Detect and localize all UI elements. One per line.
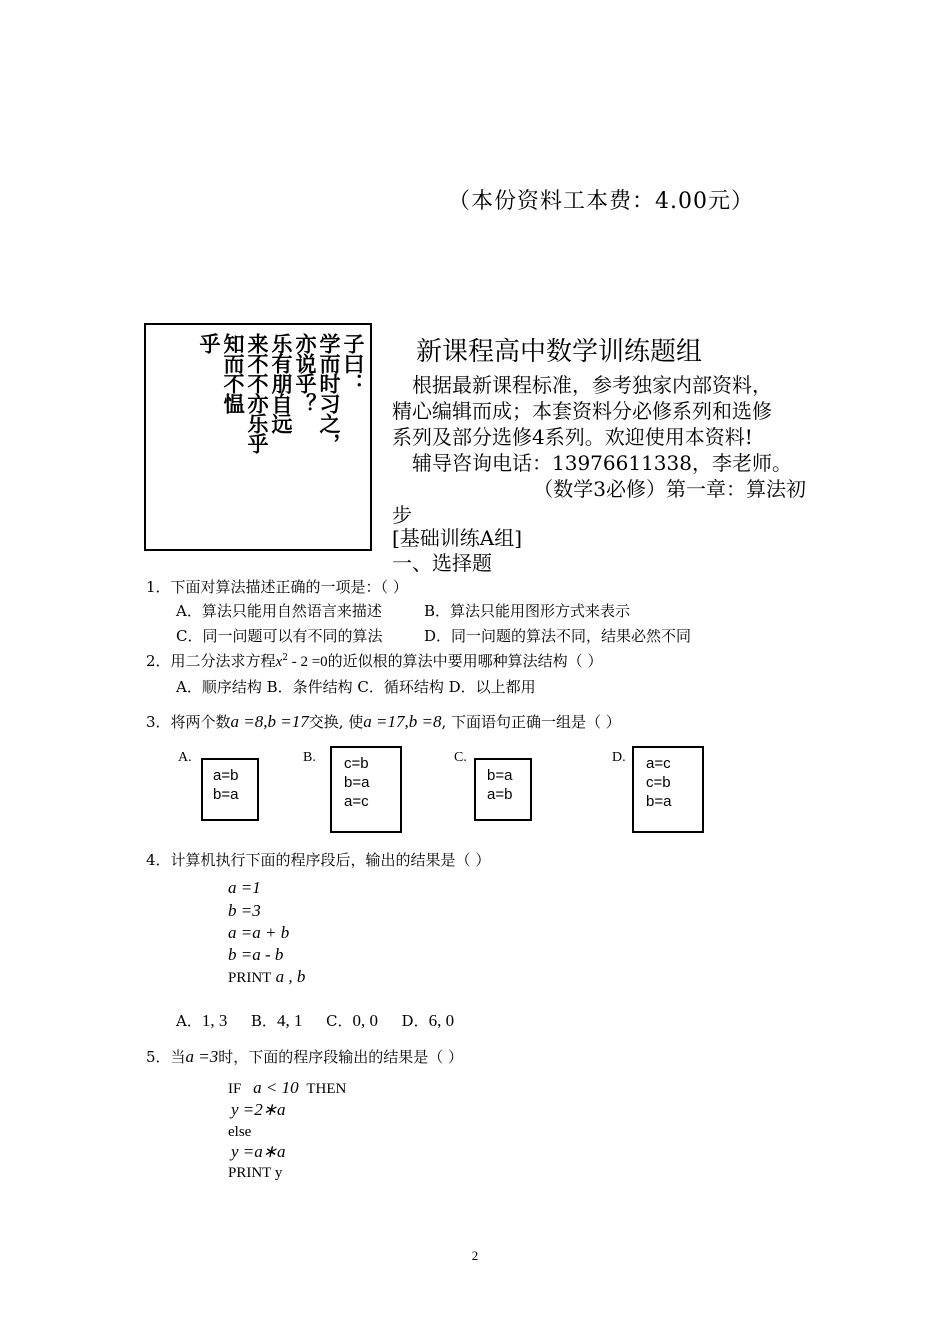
- code-line: a=b: [213, 767, 239, 784]
- code-line: b=a: [487, 767, 513, 784]
- contact-line: 辅导咨询电话：13976611338，李老师。: [412, 451, 792, 475]
- code-text: a =1: [228, 878, 261, 897]
- intro-block: [392, 372, 812, 528]
- q5-code-line-2: [231, 1142, 286, 1162]
- section-heading: 一、选择题: [392, 551, 492, 575]
- q5-else-line: else: [228, 1124, 252, 1140]
- quote-col-5: 来不不亦乐乎: [245, 333, 269, 453]
- code-text: b =a - b: [228, 945, 284, 964]
- code-line: a=c: [646, 755, 671, 772]
- q4-option-c-label: C．: [326, 1012, 353, 1030]
- q4-print-line: [228, 967, 305, 987]
- quote-columns: [198, 333, 364, 453]
- q5-stem-pre: 5．当: [146, 1048, 186, 1066]
- q4-option-b-label: B．: [250, 1012, 277, 1030]
- group-heading: [基础训练A组]: [392, 526, 523, 550]
- if-condition: a < 10: [253, 1078, 299, 1097]
- code-text: b =3: [228, 901, 261, 920]
- q1-option-c: C．同一问题可以有不同的算法: [176, 627, 383, 645]
- q4-code-line-2: [228, 901, 261, 921]
- q5-stem-post: 时，下面的程序段输出的结果是（ ）: [218, 1048, 464, 1066]
- q4-option-d-label: D．: [401, 1012, 429, 1030]
- q5-if-line: [228, 1078, 346, 1098]
- code-line: b=a: [646, 793, 672, 810]
- q2-eq-sup: 2: [282, 653, 288, 663]
- q3-cond2: a =17,b =8: [363, 712, 442, 731]
- q2-options: A．顺序结构 B．条件结构 C．循环结构 D．以上都用: [176, 678, 536, 696]
- page-number: 2: [471, 1248, 479, 1263]
- if-keyword: IF: [228, 1081, 242, 1097]
- chapter-line: （数学3必修）第一章：算法初: [533, 477, 806, 501]
- intro-line: 精心编辑而成；本套资料分必修系列和选修: [392, 399, 772, 423]
- q4-option-a-value: 1, 3: [201, 1011, 228, 1030]
- q2-stem: [146, 650, 602, 671]
- q3-box-c: [474, 758, 532, 821]
- code-text: y =a∗a: [231, 1142, 286, 1161]
- q1-option-a: A．算法只能用自然语言来描述: [176, 602, 382, 620]
- chapter-line-cont: 步: [392, 503, 412, 527]
- code-text: y =2∗a: [231, 1100, 286, 1119]
- price-note: （本份资料工本费：4.00元）: [448, 189, 754, 214]
- q4-option-b-value: 4, 1: [276, 1011, 303, 1030]
- then-keyword: THEN: [306, 1081, 347, 1097]
- q4-option-d-value: 6, 0: [428, 1011, 455, 1030]
- intro-line: 根据最新课程标准，参考独家内部资料，: [412, 373, 772, 397]
- code-line: a=c: [344, 793, 369, 810]
- q5-stem: [146, 1046, 463, 1067]
- print-keyword: PRINT: [228, 970, 272, 986]
- q3-mid: 交换, 使: [308, 713, 364, 731]
- quote-col-3: 亦说乎？: [293, 333, 317, 413]
- quote-col-2: 学而时习之，: [317, 333, 341, 453]
- q5-code-line-1: [231, 1100, 286, 1120]
- intro-line: 系列及部分选修4系列。欢迎使用本资料!: [392, 425, 753, 449]
- q3-box-d: [632, 746, 704, 833]
- q3-stem-post: , 下面语句正确一组是（ ）: [441, 713, 621, 731]
- q3-stem: [146, 711, 621, 732]
- q3-box-a: [201, 758, 259, 821]
- q2-eq-x: x: [275, 654, 283, 670]
- code-line: a=b: [487, 786, 513, 803]
- q3-stem-pre: 3．将两个数: [146, 713, 231, 731]
- q4-stem: 4．计算机执行下面的程序段后，输出的结果是（ ）: [146, 851, 491, 869]
- q3-box-c-label: C.: [454, 750, 467, 765]
- q3-box-b-label: B.: [303, 750, 316, 765]
- print-args: a , b: [275, 967, 306, 986]
- q2-eq-rest: - 2 =0: [287, 654, 328, 670]
- q3-cond1: a =8,b =17: [230, 712, 309, 731]
- q3-box-d-label: D.: [612, 750, 626, 765]
- q1-option-b: B．算法只能用图形方式来表示: [424, 602, 631, 620]
- code-line: c=b: [344, 755, 369, 772]
- code-line: b=a: [344, 774, 370, 791]
- q4-option-a-label: A．: [176, 1012, 202, 1030]
- quote-col-4: 乐有朋自远: [269, 333, 293, 433]
- q3-box-b: [330, 746, 402, 833]
- q1-option-d: D．同一问题的算法不同，结果必然不同: [424, 627, 692, 645]
- q4-code-line-4: [228, 945, 283, 965]
- q5-print-line: PRINT y: [228, 1165, 283, 1181]
- q4-option-c-value: 0, 0: [352, 1011, 378, 1030]
- q3-box-a-label: A.: [178, 750, 192, 765]
- doc-title: 新课程高中数学训练题组: [416, 337, 703, 367]
- q2-stem-post: 的近似根的算法中要用哪种算法结构（ ）: [327, 652, 603, 670]
- code-line: b=a: [213, 786, 239, 803]
- q5-cond: a =3: [185, 1047, 219, 1066]
- code-line: c=b: [646, 774, 671, 791]
- q2-stem-pre: 2．用二分法求方程: [146, 652, 276, 670]
- q4-options: [176, 1010, 454, 1031]
- quote-col-6: 知而不愠: [221, 333, 245, 413]
- quote-col-1: 子曰：: [341, 333, 365, 393]
- q4-code-line-3: [228, 923, 289, 943]
- quote-col-7: 乎: [197, 333, 221, 353]
- q1-stem: 1．下面对算法描述正确的一项是：（ ）: [146, 578, 408, 596]
- quote-box: [144, 323, 372, 551]
- code-text: a =a + b: [228, 923, 290, 942]
- q4-code-line-1: [228, 878, 261, 898]
